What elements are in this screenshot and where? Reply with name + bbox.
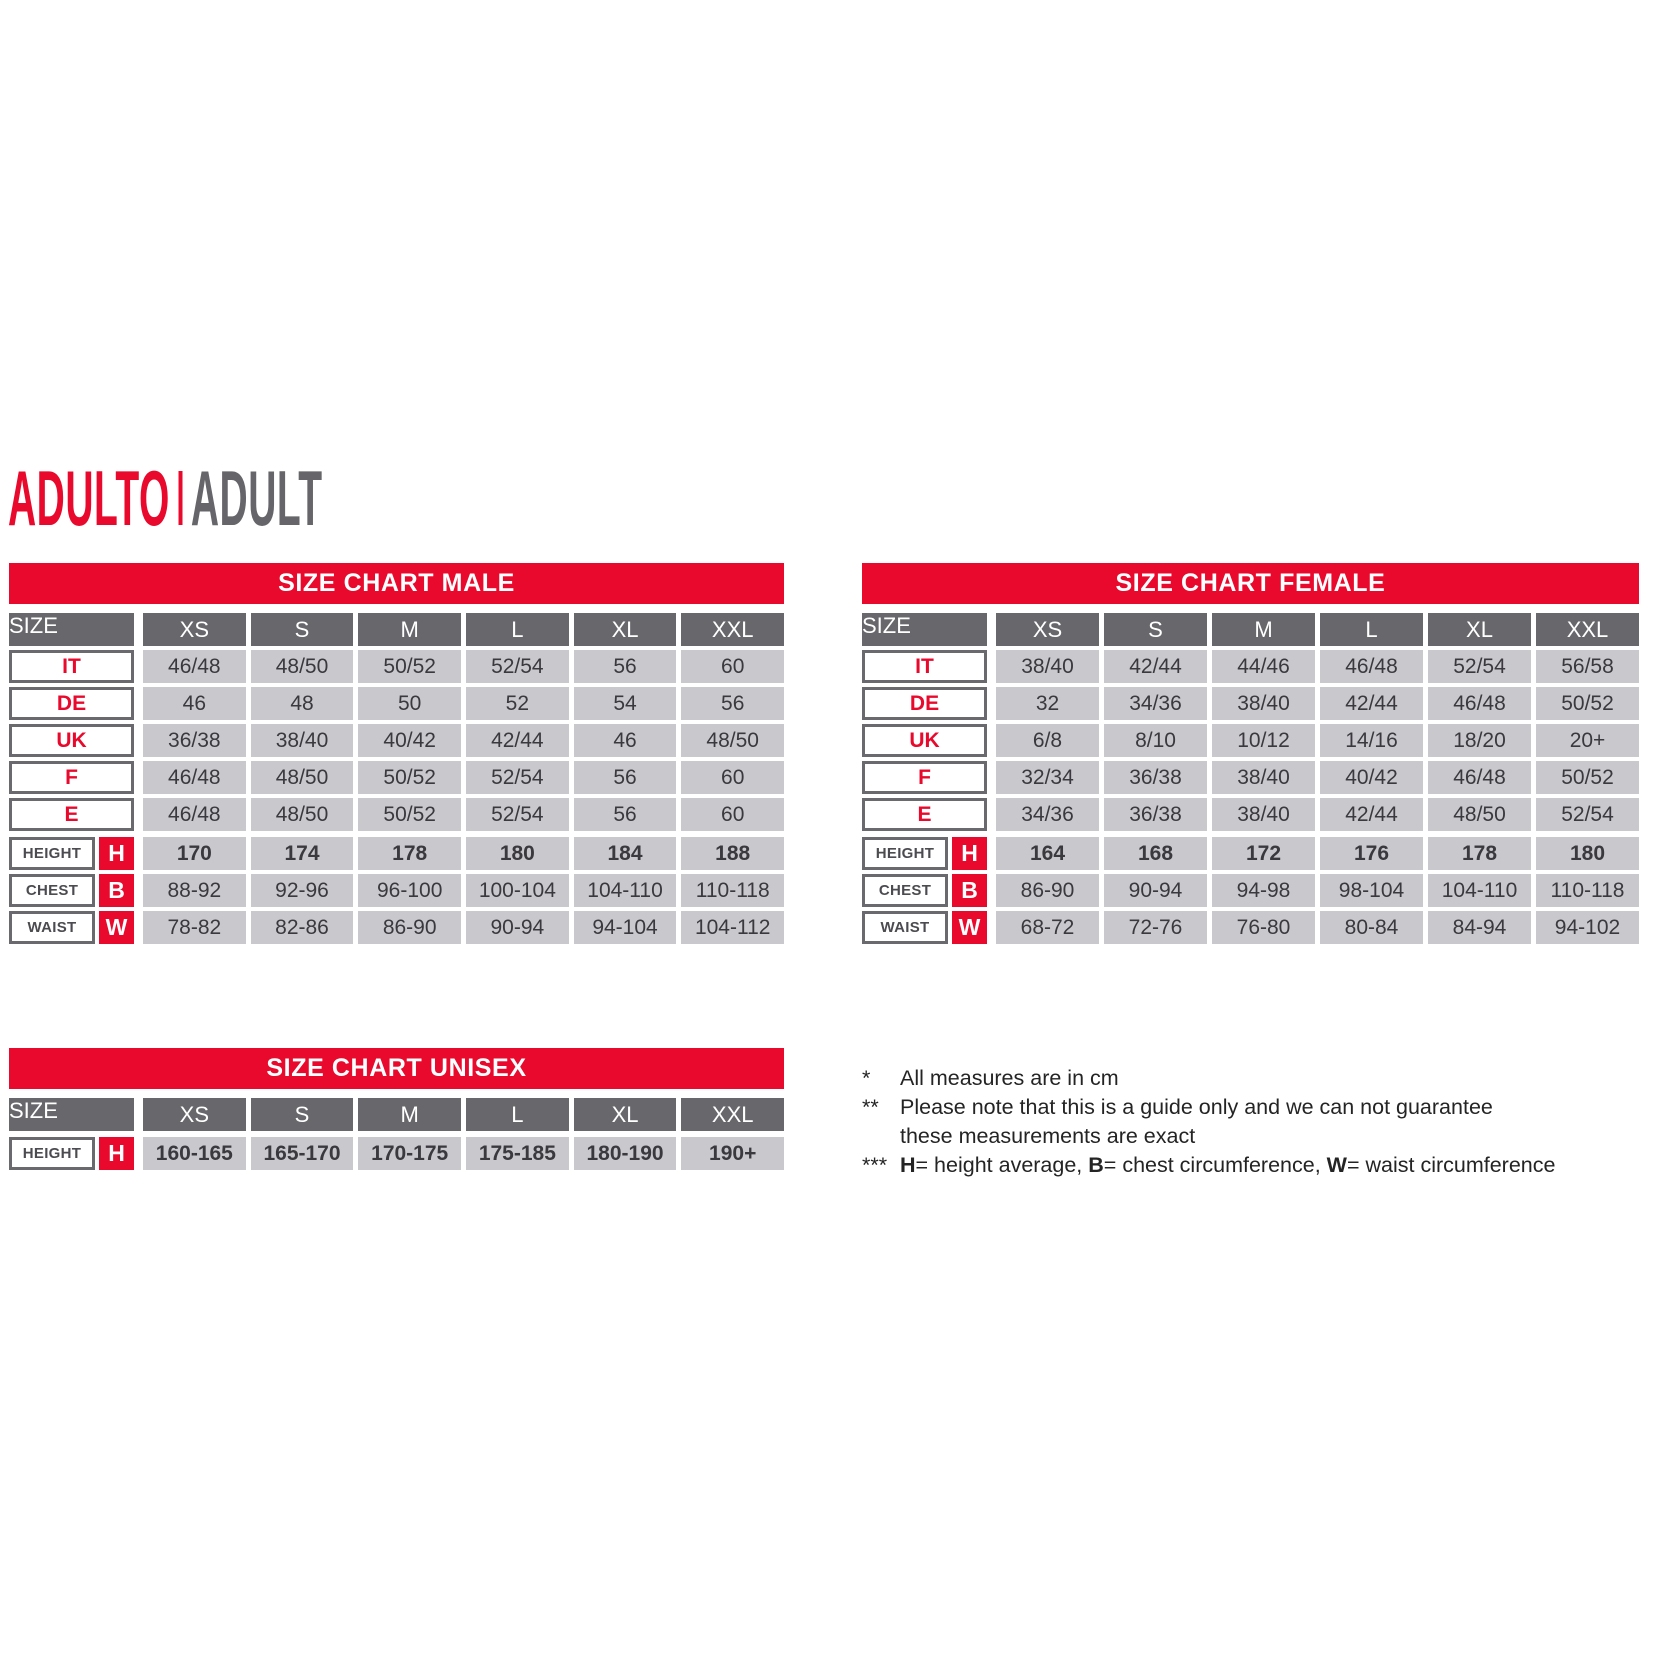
size-value-cell: 38/40 bbox=[1212, 761, 1315, 794]
measure-label-wrap bbox=[9, 1137, 134, 1170]
size-system-label: F bbox=[862, 761, 987, 794]
size-value-cell: 32/34 bbox=[996, 761, 1099, 794]
measure-label: HEIGHT bbox=[9, 837, 95, 870]
size-value-cell: 10/12 bbox=[1212, 724, 1315, 757]
size-row-uk bbox=[9, 724, 784, 757]
column-header-s: S bbox=[1104, 613, 1207, 646]
size-header-cell: SIZE bbox=[9, 1098, 134, 1131]
measure-row-waist bbox=[862, 911, 1639, 944]
page-title-italian: ADULTO bbox=[8, 454, 170, 542]
measure-badge-h: H bbox=[99, 1137, 134, 1170]
measure-value-cell: 176 bbox=[1320, 837, 1423, 870]
size-row-de bbox=[862, 687, 1639, 720]
measure-row-cells bbox=[996, 874, 1639, 907]
column-header-xl: XL bbox=[1428, 613, 1531, 646]
measure-value-cell: 104-112 bbox=[681, 911, 784, 944]
size-value-cell: 60 bbox=[681, 761, 784, 794]
measure-row-cells bbox=[996, 837, 1639, 870]
column-header-xl: XL bbox=[574, 1098, 677, 1131]
size-value-cell: 44/46 bbox=[1212, 650, 1315, 683]
measure-row-height bbox=[9, 1137, 784, 1170]
measure-badge-w: W bbox=[952, 911, 987, 944]
column-header-xxl: XXL bbox=[681, 613, 784, 646]
measure-row-waist bbox=[9, 911, 784, 944]
size-row-cells bbox=[143, 724, 784, 757]
size-row-uk bbox=[862, 724, 1639, 757]
column-header-row bbox=[9, 1098, 784, 1131]
measure-row-chest bbox=[9, 874, 784, 907]
measure-value-cell: 168 bbox=[1104, 837, 1207, 870]
size-row-f bbox=[9, 761, 784, 794]
size-value-cell: 46/48 bbox=[1428, 761, 1531, 794]
measure-label-wrap bbox=[862, 911, 987, 944]
size-value-cell: 48 bbox=[251, 687, 354, 720]
measure-value-cell: 170-175 bbox=[358, 1137, 461, 1170]
column-header-row bbox=[9, 613, 784, 646]
measure-value-cell: 165-170 bbox=[251, 1137, 354, 1170]
size-value-cell: 50/52 bbox=[358, 798, 461, 831]
footnote-marker: ** bbox=[862, 1095, 879, 1119]
measure-value-cell: 68-72 bbox=[996, 911, 1099, 944]
measure-value-cell: 100-104 bbox=[466, 874, 569, 907]
column-header-xl: XL bbox=[574, 613, 677, 646]
footnote-marker: *** bbox=[862, 1153, 888, 1177]
measure-value-cell: 164 bbox=[996, 837, 1099, 870]
size-value-cell: 36/38 bbox=[1104, 798, 1207, 831]
table-title-bar-male: SIZE CHART MALE bbox=[9, 563, 784, 604]
page-title bbox=[8, 454, 323, 542]
size-value-cell: 50/52 bbox=[1536, 761, 1639, 794]
size-system-label: E bbox=[862, 798, 987, 831]
size-row-cells bbox=[143, 798, 784, 831]
measure-value-cell: 94-104 bbox=[574, 911, 677, 944]
measure-value-cell: 104-110 bbox=[1428, 874, 1531, 907]
size-value-cell: 46/48 bbox=[143, 761, 246, 794]
measure-badge-b: B bbox=[952, 874, 987, 907]
size-value-cell: 18/20 bbox=[1428, 724, 1531, 757]
column-header-s: S bbox=[251, 613, 354, 646]
measure-row-cells bbox=[996, 911, 1639, 944]
footnote-marker: * bbox=[862, 1066, 871, 1090]
column-header-xxl: XXL bbox=[1536, 613, 1639, 646]
size-value-cell: 52/54 bbox=[466, 650, 569, 683]
size-chart-unisex-table bbox=[9, 1048, 784, 1174]
size-row-it bbox=[9, 650, 784, 683]
size-value-cell: 48/50 bbox=[251, 798, 354, 831]
footnote-text: H= height average, B= chest circumference, W= waist circumference bbox=[900, 1153, 1556, 1177]
size-value-cell: 42/44 bbox=[466, 724, 569, 757]
measure-label: WAIST bbox=[9, 911, 95, 944]
column-header-cells bbox=[143, 1098, 784, 1131]
measure-value-cell: 94-102 bbox=[1536, 911, 1639, 944]
measure-label: CHEST bbox=[9, 874, 95, 907]
measure-value-cell: 80-84 bbox=[1320, 911, 1423, 944]
size-value-cell: 48/50 bbox=[251, 650, 354, 683]
measure-value-cell: 180 bbox=[466, 837, 569, 870]
measure-label-wrap bbox=[9, 874, 134, 907]
measure-value-cell: 160-165 bbox=[143, 1137, 246, 1170]
measure-value-cell: 88-92 bbox=[143, 874, 246, 907]
measure-label: CHEST bbox=[862, 874, 948, 907]
measure-row-cells bbox=[143, 911, 784, 944]
measure-value-cell: 180 bbox=[1536, 837, 1639, 870]
measure-badge-b: B bbox=[99, 874, 134, 907]
size-row-e bbox=[9, 798, 784, 831]
measure-value-cell: 180-190 bbox=[574, 1137, 677, 1170]
size-value-cell: 52 bbox=[466, 687, 569, 720]
size-row-cells bbox=[143, 761, 784, 794]
measure-row-cells bbox=[143, 837, 784, 870]
measure-value-cell: 170 bbox=[143, 837, 246, 870]
size-row-cells bbox=[143, 650, 784, 683]
measure-row-chest bbox=[862, 874, 1639, 907]
column-header-xs: XS bbox=[996, 613, 1099, 646]
footnote-text: All measures are in cm bbox=[900, 1066, 1119, 1090]
measure-row-cells bbox=[143, 1137, 784, 1170]
measure-value-cell: 78-82 bbox=[143, 911, 246, 944]
column-header-row bbox=[862, 613, 1639, 646]
size-row-cells bbox=[996, 798, 1639, 831]
size-value-cell: 40/42 bbox=[358, 724, 461, 757]
column-header-cells bbox=[143, 613, 784, 646]
measure-value-cell: 72-76 bbox=[1104, 911, 1207, 944]
column-header-xxl: XXL bbox=[681, 1098, 784, 1131]
measure-label: HEIGHT bbox=[9, 1137, 95, 1170]
column-header-cells bbox=[996, 613, 1639, 646]
size-value-cell: 32 bbox=[996, 687, 1099, 720]
measure-row-height bbox=[9, 837, 784, 870]
size-value-cell: 56 bbox=[574, 761, 677, 794]
size-value-cell: 60 bbox=[681, 650, 784, 683]
measure-label-wrap bbox=[9, 911, 134, 944]
footnote-text: Please note that this is a guide only and we can not guarantee these measurements are exact bbox=[900, 1095, 1493, 1148]
measure-value-cell: 104-110 bbox=[574, 874, 677, 907]
size-chart-female-table bbox=[862, 563, 1639, 948]
measure-label: WAIST bbox=[862, 911, 948, 944]
size-value-cell: 36/38 bbox=[1104, 761, 1207, 794]
size-value-cell: 46/48 bbox=[1428, 687, 1531, 720]
measure-value-cell: 184 bbox=[574, 837, 677, 870]
measure-value-cell: 92-96 bbox=[251, 874, 354, 907]
size-header-cell: SIZE bbox=[862, 613, 987, 646]
table-title-bar-female: SIZE CHART FEMALE bbox=[862, 563, 1639, 604]
measure-value-cell: 90-94 bbox=[1104, 874, 1207, 907]
size-value-cell: 48/50 bbox=[251, 761, 354, 794]
measure-label-wrap bbox=[862, 837, 987, 870]
measurement-rows bbox=[9, 1137, 784, 1170]
size-row-cells bbox=[996, 650, 1639, 683]
size-value-cell: 56 bbox=[681, 687, 784, 720]
measure-value-cell: 172 bbox=[1212, 837, 1315, 870]
measure-badge-w: W bbox=[99, 911, 134, 944]
measure-value-cell: 110-118 bbox=[1536, 874, 1639, 907]
size-value-cell: 52/54 bbox=[466, 798, 569, 831]
size-row-e bbox=[862, 798, 1639, 831]
page-title-english: ADULT bbox=[190, 454, 323, 542]
size-value-cell: 50/52 bbox=[358, 761, 461, 794]
measure-label: HEIGHT bbox=[862, 837, 948, 870]
size-system-label: IT bbox=[862, 650, 987, 683]
title-separator-bar bbox=[178, 471, 182, 525]
measure-value-cell: 86-90 bbox=[996, 874, 1099, 907]
footnotes bbox=[862, 1064, 1555, 1180]
size-value-cell: 46/48 bbox=[143, 650, 246, 683]
size-row-de bbox=[9, 687, 784, 720]
size-value-cell: 50 bbox=[358, 687, 461, 720]
size-system-label: F bbox=[9, 761, 134, 794]
size-value-cell: 38/40 bbox=[251, 724, 354, 757]
table-title-bar-unisex: SIZE CHART UNISEX bbox=[9, 1048, 784, 1089]
measure-label-wrap bbox=[9, 837, 134, 870]
size-value-cell: 56 bbox=[574, 650, 677, 683]
size-system-label: DE bbox=[862, 687, 987, 720]
size-row-cells bbox=[996, 687, 1639, 720]
size-value-cell: 48/50 bbox=[681, 724, 784, 757]
measure-value-cell: 174 bbox=[251, 837, 354, 870]
size-value-cell: 50/52 bbox=[1536, 687, 1639, 720]
measure-row-cells bbox=[143, 874, 784, 907]
size-row-cells bbox=[996, 724, 1639, 757]
size-value-cell: 46/48 bbox=[143, 798, 246, 831]
size-value-cell: 48/50 bbox=[1428, 798, 1531, 831]
measure-value-cell: 110-118 bbox=[681, 874, 784, 907]
size-system-label: UK bbox=[9, 724, 134, 757]
column-header-l: L bbox=[466, 613, 569, 646]
measure-value-cell: 86-90 bbox=[358, 911, 461, 944]
size-value-cell: 50/52 bbox=[358, 650, 461, 683]
size-value-cell: 34/36 bbox=[1104, 687, 1207, 720]
size-value-cell: 56 bbox=[574, 798, 677, 831]
measure-label-wrap bbox=[862, 874, 987, 907]
measure-row-height bbox=[862, 837, 1639, 870]
measure-value-cell: 188 bbox=[681, 837, 784, 870]
column-header-m: M bbox=[358, 613, 461, 646]
size-system-label: IT bbox=[9, 650, 134, 683]
size-value-cell: 14/16 bbox=[1320, 724, 1423, 757]
size-value-cell: 6/8 bbox=[996, 724, 1099, 757]
footnote-guide-only bbox=[862, 1093, 1555, 1151]
measure-value-cell: 94-98 bbox=[1212, 874, 1315, 907]
size-value-cell: 34/36 bbox=[996, 798, 1099, 831]
size-value-cell: 46 bbox=[143, 687, 246, 720]
size-value-cell: 42/44 bbox=[1320, 798, 1423, 831]
size-row-cells bbox=[143, 687, 784, 720]
column-header-s: S bbox=[251, 1098, 354, 1131]
column-header-xs: XS bbox=[143, 613, 246, 646]
measurement-rows bbox=[9, 837, 784, 944]
size-chart-male-table bbox=[9, 563, 784, 948]
measure-value-cell: 82-86 bbox=[251, 911, 354, 944]
size-value-cell: 42/44 bbox=[1104, 650, 1207, 683]
measure-value-cell: 98-104 bbox=[1320, 874, 1423, 907]
size-value-cell: 38/40 bbox=[996, 650, 1099, 683]
measure-value-cell: 190+ bbox=[681, 1137, 784, 1170]
size-value-cell: 52/54 bbox=[466, 761, 569, 794]
size-row-f bbox=[862, 761, 1639, 794]
size-value-cell: 46 bbox=[574, 724, 677, 757]
column-header-m: M bbox=[358, 1098, 461, 1131]
column-header-xs: XS bbox=[143, 1098, 246, 1131]
size-value-cell: 8/10 bbox=[1104, 724, 1207, 757]
size-row-it bbox=[862, 650, 1639, 683]
measurement-rows bbox=[862, 837, 1639, 944]
column-header-l: L bbox=[466, 1098, 569, 1131]
measure-badge-h: H bbox=[952, 837, 987, 870]
size-value-cell: 56/58 bbox=[1536, 650, 1639, 683]
size-value-cell: 20+ bbox=[1536, 724, 1639, 757]
size-value-cell: 46/48 bbox=[1320, 650, 1423, 683]
size-value-cell: 38/40 bbox=[1212, 687, 1315, 720]
measure-value-cell: 84-94 bbox=[1428, 911, 1531, 944]
size-value-cell: 40/42 bbox=[1320, 761, 1423, 794]
measure-value-cell: 178 bbox=[1428, 837, 1531, 870]
column-header-l: L bbox=[1320, 613, 1423, 646]
footnote-legend bbox=[862, 1151, 1555, 1180]
size-system-label: DE bbox=[9, 687, 134, 720]
measure-value-cell: 175-185 bbox=[466, 1137, 569, 1170]
size-system-label: E bbox=[9, 798, 134, 831]
measure-badge-h: H bbox=[99, 837, 134, 870]
column-header-m: M bbox=[1212, 613, 1315, 646]
measure-value-cell: 90-94 bbox=[466, 911, 569, 944]
size-value-cell: 42/44 bbox=[1320, 687, 1423, 720]
measure-value-cell: 76-80 bbox=[1212, 911, 1315, 944]
size-value-cell: 38/40 bbox=[1212, 798, 1315, 831]
size-row-cells bbox=[996, 761, 1639, 794]
footnote-measures-cm bbox=[862, 1064, 1555, 1093]
measure-value-cell: 96-100 bbox=[358, 874, 461, 907]
size-value-cell: 60 bbox=[681, 798, 784, 831]
size-header-cell: SIZE bbox=[9, 613, 134, 646]
size-system-label: UK bbox=[862, 724, 987, 757]
size-value-cell: 52/54 bbox=[1428, 650, 1531, 683]
size-value-cell: 36/38 bbox=[143, 724, 246, 757]
measure-value-cell: 178 bbox=[358, 837, 461, 870]
size-value-cell: 52/54 bbox=[1536, 798, 1639, 831]
size-value-cell: 54 bbox=[574, 687, 677, 720]
